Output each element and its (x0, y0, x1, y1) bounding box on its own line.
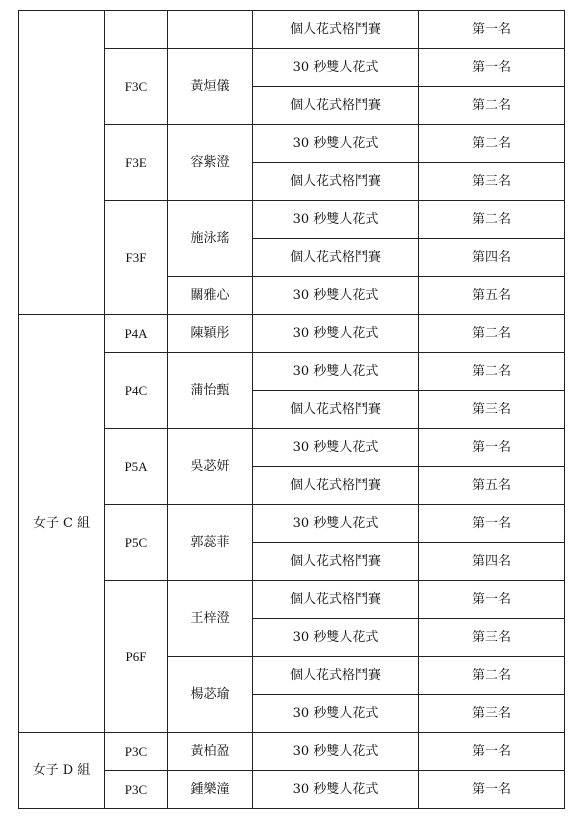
event-cell: 30 秒雙人花式 (253, 201, 419, 239)
student-name-cell: 王梓澄 (168, 581, 253, 657)
class-cell: P4C (105, 353, 168, 429)
rank-cell: 第一名 (419, 11, 565, 49)
event-cell: 30 秒雙人花式 (253, 315, 419, 353)
event-cell: 30 秒雙人花式 (253, 277, 419, 315)
event-cell: 30 秒雙人花式 (253, 505, 419, 543)
class-cell: P4A (105, 315, 168, 353)
student-name-cell: 郭蕊菲 (168, 505, 253, 581)
event-cell: 個人花式格鬥賽 (253, 657, 419, 695)
class-cell: P5A (105, 429, 168, 505)
event-cell: 個人花式格鬥賽 (253, 87, 419, 125)
event-cell: 個人花式格鬥賽 (253, 239, 419, 277)
event-cell: 個人花式格鬥賽 (253, 581, 419, 619)
event-cell: 個人花式格鬥賽 (253, 543, 419, 581)
student-name-cell: 容紫澄 (168, 125, 253, 201)
class-cell: F3F (105, 201, 168, 315)
event-cell: 30 秒雙人花式 (253, 353, 419, 391)
table-row (19, 733, 565, 771)
class-cell: P3C (105, 771, 168, 809)
group-cell (19, 11, 105, 315)
event-cell: 30 秒雙人花式 (253, 429, 419, 467)
student-name-cell: 蒲怡甄 (168, 353, 253, 429)
table-row (19, 315, 565, 353)
student-name-cell: 關雅心 (168, 277, 253, 315)
class-cell: F3C (105, 49, 168, 125)
rank-cell: 第三名 (419, 163, 565, 201)
rank-cell: 第二名 (419, 87, 565, 125)
rank-cell: 第一名 (419, 429, 565, 467)
rank-cell: 第二名 (419, 125, 565, 163)
class-cell: P6F (105, 581, 168, 733)
rank-cell: 第一名 (419, 49, 565, 87)
event-cell: 個人花式格鬥賽 (253, 467, 419, 505)
student-name-cell: 施泳瑤 (168, 201, 253, 277)
student-name-cell: 楊苾瑜 (168, 657, 253, 733)
rank-cell: 第一名 (419, 733, 565, 771)
class-cell: F3E (105, 125, 168, 201)
event-cell: 30 秒雙人花式 (253, 125, 419, 163)
event-cell: 個人花式格鬥賽 (253, 391, 419, 429)
rank-cell: 第三名 (419, 391, 565, 429)
rank-cell: 第一名 (419, 581, 565, 619)
student-name-cell: 吳苾妍 (168, 429, 253, 505)
rank-cell: 第四名 (419, 543, 565, 581)
rank-cell: 第一名 (419, 505, 565, 543)
rank-cell: 第五名 (419, 467, 565, 505)
event-cell: 個人花式格鬥賽 (253, 11, 419, 49)
student-name-cell: 陳穎彤 (168, 315, 253, 353)
rank-cell: 第一名 (419, 771, 565, 809)
results-table (18, 10, 565, 809)
table-row (19, 11, 565, 49)
rank-cell: 第二名 (419, 201, 565, 239)
event-cell: 個人花式格鬥賽 (253, 163, 419, 201)
rank-cell: 第四名 (419, 239, 565, 277)
class-cell: P5C (105, 505, 168, 581)
rank-cell: 第二名 (419, 315, 565, 353)
rank-cell: 第二名 (419, 657, 565, 695)
student-name-cell: 黃柏盈 (168, 733, 253, 771)
student-name-cell: 黃烜儀 (168, 49, 253, 125)
event-cell: 30 秒雙人花式 (253, 49, 419, 87)
rank-cell: 第五名 (419, 277, 565, 315)
rank-cell: 第三名 (419, 695, 565, 733)
event-cell: 30 秒雙人花式 (253, 695, 419, 733)
rank-cell: 第三名 (419, 619, 565, 657)
group-cell: 女子 D 組 (19, 733, 105, 809)
event-cell: 30 秒雙人花式 (253, 619, 419, 657)
class-cell: P3C (105, 733, 168, 771)
student-name-cell: 鍾樂潼 (168, 771, 253, 809)
student-name-cell (168, 11, 253, 49)
class-cell (105, 11, 168, 49)
rank-cell: 第二名 (419, 353, 565, 391)
event-cell: 30 秒雙人花式 (253, 733, 419, 771)
group-cell: 女子 C 組 (19, 315, 105, 733)
event-cell: 30 秒雙人花式 (253, 771, 419, 809)
